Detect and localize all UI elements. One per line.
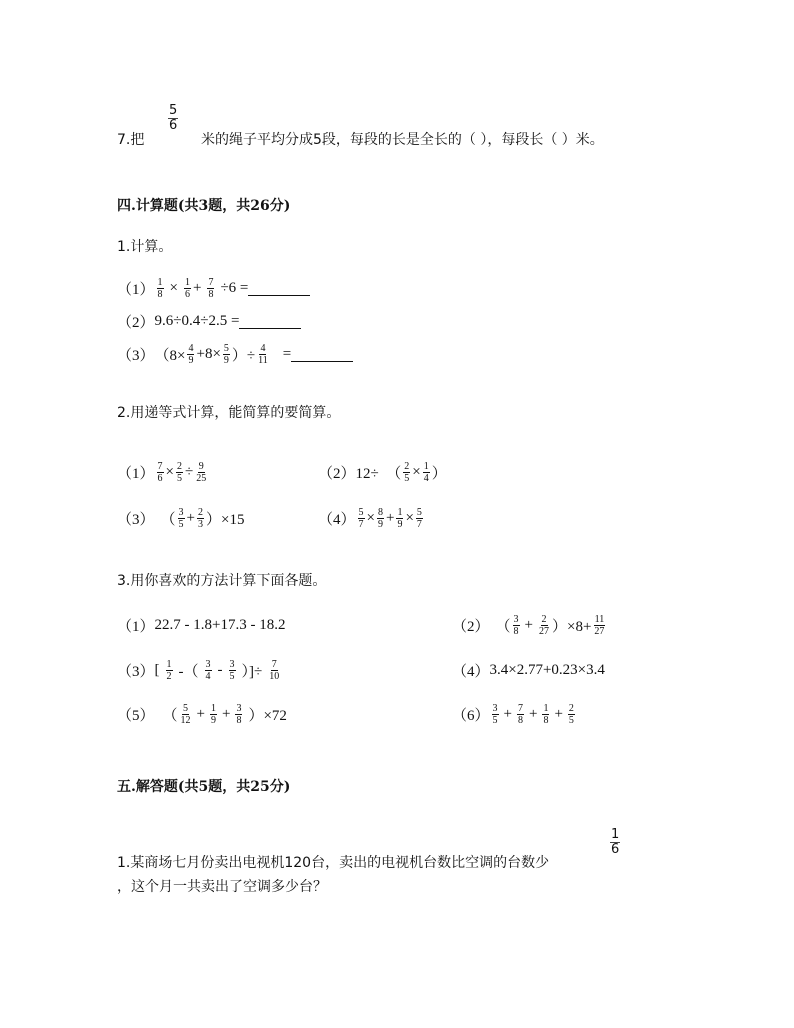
fraction-numerator: 7 <box>271 658 277 670</box>
fraction-denominator: 4 <box>423 472 429 484</box>
fraction <box>542 703 549 726</box>
s4q3-item4 <box>452 658 605 682</box>
s4q3-title: 3.用你喜欢的方法计算下面各题。 <box>117 573 327 589</box>
expr-part: 12÷ （ <box>355 465 402 482</box>
expr-part: ）]÷ <box>241 663 263 680</box>
s4q2-item2 <box>318 458 447 486</box>
s4q1-title: 1.计算。 <box>117 239 173 255</box>
fraction-denominator: 9 <box>188 354 194 366</box>
fraction-numerator: 1 <box>397 506 403 518</box>
fraction <box>205 659 212 682</box>
s4q2-item3 <box>117 504 244 532</box>
fraction <box>184 277 191 300</box>
fraction-numerator: 5 <box>183 702 189 714</box>
fraction-numerator: 8 <box>377 506 383 518</box>
q7-fraction <box>168 104 178 133</box>
fraction-numerator: 9 <box>198 460 204 472</box>
fraction <box>195 461 207 484</box>
operator: ÷ <box>184 463 194 480</box>
fraction <box>180 703 192 726</box>
expr-part: （8× <box>154 347 186 364</box>
fraction <box>396 507 403 530</box>
fraction <box>268 659 280 682</box>
expr-part: ）×72 <box>248 707 287 724</box>
expr-part: ）×15 <box>206 511 245 528</box>
item-label: （3） <box>117 663 155 680</box>
fraction-denominator: 9 <box>397 518 403 530</box>
item-label: （6） <box>452 707 490 724</box>
expr-part: （ <box>495 618 511 635</box>
fraction-denominator: 11 <box>258 354 268 366</box>
operator: + <box>222 705 231 722</box>
fraction-denominator: 4 <box>205 670 211 682</box>
operator: + <box>192 279 202 296</box>
fraction <box>197 507 204 530</box>
item-label: （3） <box>117 347 155 364</box>
fraction-denominator: 5 <box>176 472 182 484</box>
answer-blank <box>239 327 301 329</box>
fraction-numerator: 3 <box>205 658 211 670</box>
operator: + <box>524 616 533 633</box>
fraction-denominator: 5 <box>178 518 184 530</box>
fraction-numerator: 7 <box>208 276 214 288</box>
fraction-numerator: 1 <box>211 702 216 714</box>
fraction-numerator: 1 <box>543 702 549 714</box>
q7-fraction-denominator: 6 <box>169 118 178 133</box>
fraction <box>513 614 520 637</box>
operator: × <box>366 509 375 526</box>
fraction <box>517 703 524 726</box>
fraction-numerator: 2 <box>404 460 410 472</box>
fraction-numerator: 5 <box>358 506 364 518</box>
item-label: （4） <box>318 511 356 528</box>
fraction-numerator: 7 <box>157 460 163 472</box>
fraction-numerator: 3 <box>178 506 184 518</box>
fraction <box>229 659 236 682</box>
operator: + <box>385 509 395 526</box>
q7-fraction-numerator: 5 <box>169 103 178 118</box>
operator: + <box>554 705 563 722</box>
fraction <box>423 461 430 484</box>
fraction <box>593 614 605 637</box>
fraction <box>358 507 365 530</box>
fraction <box>176 461 183 484</box>
item-label: （1） <box>117 618 155 635</box>
fraction-numerator: 11 <box>594 613 605 625</box>
fraction-denominator: 8 <box>236 714 242 726</box>
operator: × <box>405 509 414 526</box>
fraction-numerator: 2 <box>568 702 574 714</box>
expr-part: ）÷ <box>231 347 256 364</box>
fraction-numerator: 1 <box>184 276 190 288</box>
fraction-numerator: 3 <box>229 658 235 670</box>
fraction-denominator: 27 <box>594 625 605 637</box>
item-label: （4） <box>452 663 490 680</box>
fraction-denominator: 2 <box>166 670 172 682</box>
fraction <box>403 461 410 484</box>
fraction-denominator: 25 <box>196 472 207 484</box>
expr-part: ） <box>431 465 447 482</box>
equals: = <box>282 345 292 362</box>
operator: × <box>169 279 178 296</box>
fraction-numerator: 5 <box>416 506 422 518</box>
s4q2-item1 <box>117 458 209 486</box>
s4q3-item6 <box>452 699 577 729</box>
fraction <box>207 277 214 300</box>
fraction-denominator: 5 <box>229 670 235 682</box>
fraction-denominator: 5 <box>404 472 410 484</box>
fraction-denominator: 8 <box>157 288 163 300</box>
fraction-numerator: 3 <box>513 613 519 625</box>
fraction-denominator: 27 <box>539 625 549 637</box>
fraction-numerator: 1 <box>423 460 429 472</box>
fraction-denominator: 10 <box>269 670 280 682</box>
operator: × <box>412 463 421 480</box>
fraction-denominator: 7 <box>358 518 364 530</box>
fraction-numerator: 4 <box>260 342 266 354</box>
fraction-denominator: 8 <box>208 288 214 300</box>
fraction <box>538 614 550 637</box>
fraction-numerator: 3 <box>492 702 498 714</box>
expr-part: +8× <box>196 345 221 362</box>
answer-blank <box>248 294 310 296</box>
expression: 9.6÷0.4÷2.5 = <box>154 312 240 329</box>
item-label: （5） <box>117 707 155 724</box>
fraction-denominator: 7 <box>416 518 422 530</box>
operator: + <box>503 705 512 722</box>
fraction-numerator: 1 <box>166 658 172 670</box>
expr-part: -（ <box>178 663 199 680</box>
fraction-denominator: 6 <box>157 472 163 484</box>
fraction <box>210 703 217 726</box>
s4q1-item1 <box>117 276 310 300</box>
s5q1-fraction <box>610 828 620 857</box>
fraction-numerator: 4 <box>188 342 194 354</box>
q7-text: 米的绳子平均分成5段，每段的长是全长的（ ），每段长（ ）米。 <box>201 132 604 148</box>
fraction-numerator: 2 <box>541 613 547 625</box>
s4q2-item4 <box>318 504 425 532</box>
operator: + <box>196 705 205 722</box>
operator: - <box>217 661 223 678</box>
s4q3-item2 <box>452 610 607 640</box>
item-label: （2） <box>117 314 155 331</box>
expr-part: [ <box>154 661 160 678</box>
section-4-title: 四.计算题(共3题，共26分) <box>117 198 291 214</box>
fraction <box>568 703 575 726</box>
fraction <box>157 277 164 300</box>
fraction-denominator: 5 <box>492 714 498 726</box>
s4q3-item5 <box>117 699 287 729</box>
fraction-denominator: 9 <box>223 354 229 366</box>
item-label: （3） <box>117 511 155 528</box>
fraction <box>178 507 185 530</box>
fraction <box>492 703 499 726</box>
fraction-numerator: 2 <box>176 460 182 472</box>
fraction <box>166 659 173 682</box>
answer-blank <box>291 360 353 362</box>
fraction-denominator: 6 <box>184 288 190 300</box>
fraction-numerator: 2 <box>198 506 203 518</box>
operator: + <box>186 509 195 526</box>
item-label: （2） <box>452 618 490 635</box>
fraction <box>223 343 230 366</box>
expression-tail: ÷6 = <box>220 279 249 296</box>
fraction-denominator: 12 <box>180 714 191 726</box>
fraction-denominator: 8 <box>513 625 519 637</box>
item-label: （1） <box>117 465 155 482</box>
fraction-denominator: 5 <box>568 714 574 726</box>
fraction <box>377 507 384 530</box>
s5q1-line2: ，这个月一共卖出了空调多少台？ <box>117 879 327 895</box>
s4q3-item1 <box>117 613 285 637</box>
fraction-numerator: 7 <box>517 702 523 714</box>
fraction-denominator: 8 <box>543 714 549 726</box>
fraction-denominator: 9 <box>377 518 383 530</box>
s4q1-item2 <box>117 310 301 332</box>
expr-part: （ <box>160 511 176 528</box>
fraction-denominator: 3 <box>198 518 203 530</box>
expression: 22.7 - 1.8+17.3 - 18.2 <box>154 616 286 633</box>
fraction-denominator: 9 <box>211 714 216 726</box>
s4q2-title: 2.用递等式计算，能简算的要简算。 <box>117 405 341 421</box>
fraction-denominator: 8 <box>517 714 523 726</box>
fraction <box>157 461 164 484</box>
fraction <box>416 507 423 530</box>
fraction-numerator: 5 <box>223 342 229 354</box>
q7-prefix: 7.把 <box>117 132 145 148</box>
section-5-title: 五.解答题(共5题，共25分) <box>117 779 291 795</box>
fraction-numerator: 3 <box>236 702 242 714</box>
s4q3-item3 <box>117 655 282 685</box>
fraction <box>187 343 194 366</box>
s5q1-fraction-denominator: 6 <box>611 842 620 857</box>
operator: × <box>165 463 174 480</box>
fraction-numerator: 1 <box>157 276 163 288</box>
operator: + <box>528 705 538 722</box>
item-label: （1） <box>117 281 155 298</box>
expr-part: ）×8+ <box>552 618 592 635</box>
s5q1-line1: 1.某商场七月份卖出电视机120台，卖出的电视机台数比空调的台数少 <box>117 855 550 871</box>
s5q1-fraction-numerator: 1 <box>611 827 620 842</box>
fraction <box>257 343 269 366</box>
fraction <box>235 703 242 726</box>
expr-part: （ <box>162 707 178 724</box>
expression: 3.4×2.77+0.23×3.4 <box>489 661 605 678</box>
s4q1-item3 <box>117 340 353 368</box>
item-label: （2） <box>318 465 356 482</box>
